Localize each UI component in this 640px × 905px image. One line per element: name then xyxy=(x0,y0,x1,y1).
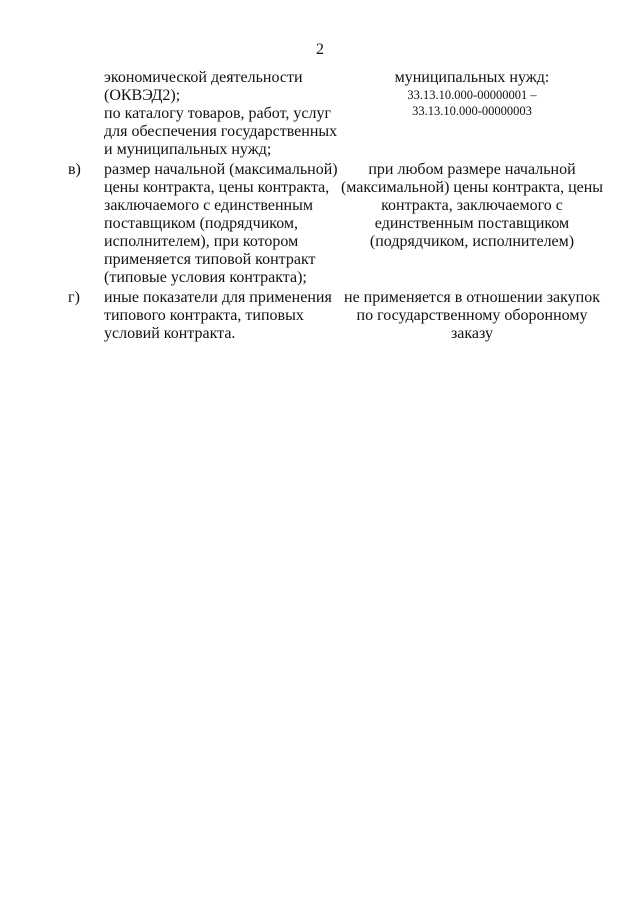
text-line: контракта, заключаемого с xyxy=(381,197,563,214)
table-row xyxy=(0,69,640,158)
text-line: цены контракта, цены контракта, xyxy=(104,179,330,196)
text-line: заказу xyxy=(450,325,494,342)
text-line: применяется типовой контракт xyxy=(104,251,316,268)
table-row xyxy=(0,289,640,349)
text-line: размер начальной (максимальной) xyxy=(104,161,338,178)
text-line: (подрядчиком, исполнителем) xyxy=(369,233,575,250)
item-marker: г) xyxy=(68,289,80,306)
text-line: не применяется в отношении закупок xyxy=(344,289,600,306)
code-line: 33.13.10.000-00000003 xyxy=(412,104,532,118)
page-number: 2 xyxy=(316,41,324,58)
row-condition-text xyxy=(104,289,344,343)
text-line: типового контракта, типовых xyxy=(104,307,304,324)
text-line: заключаемого с единственным xyxy=(104,197,313,214)
table-row xyxy=(0,161,640,291)
text-line: иные показатели для применения xyxy=(104,289,332,306)
text-line: (типовые условия контракта); xyxy=(104,269,307,286)
text-line: по государственному оборонному xyxy=(356,307,588,324)
text-line: (ОКВЭД2); xyxy=(104,87,181,104)
text-line: и муниципальных нужд; xyxy=(104,141,272,158)
code-line: 33.13.10.000-00000001 – xyxy=(407,88,537,102)
text-line: экономической деятельности xyxy=(104,69,303,86)
row-condition-text xyxy=(104,161,344,287)
text-line: по каталогу товаров, работ, услуг xyxy=(104,105,332,122)
row-value-text xyxy=(340,289,604,343)
item-marker: в) xyxy=(68,161,81,178)
text-line: для обеспечения государственных xyxy=(104,123,338,140)
text-line: единственным поставщиком xyxy=(374,215,570,232)
text-line: муниципальных нужд: xyxy=(394,69,550,86)
row-value-text xyxy=(340,161,604,251)
text-line: условий контракта. xyxy=(104,325,236,342)
text-line: исполнителем), при котором xyxy=(104,233,299,250)
text-line: (максимальной) цены контракта, цены xyxy=(340,179,604,196)
row-condition-text xyxy=(104,69,344,159)
row-value-text xyxy=(340,69,604,119)
text-line: при любом размере начальной xyxy=(368,161,576,178)
text-line: поставщиком (подрядчиком, xyxy=(104,215,299,232)
